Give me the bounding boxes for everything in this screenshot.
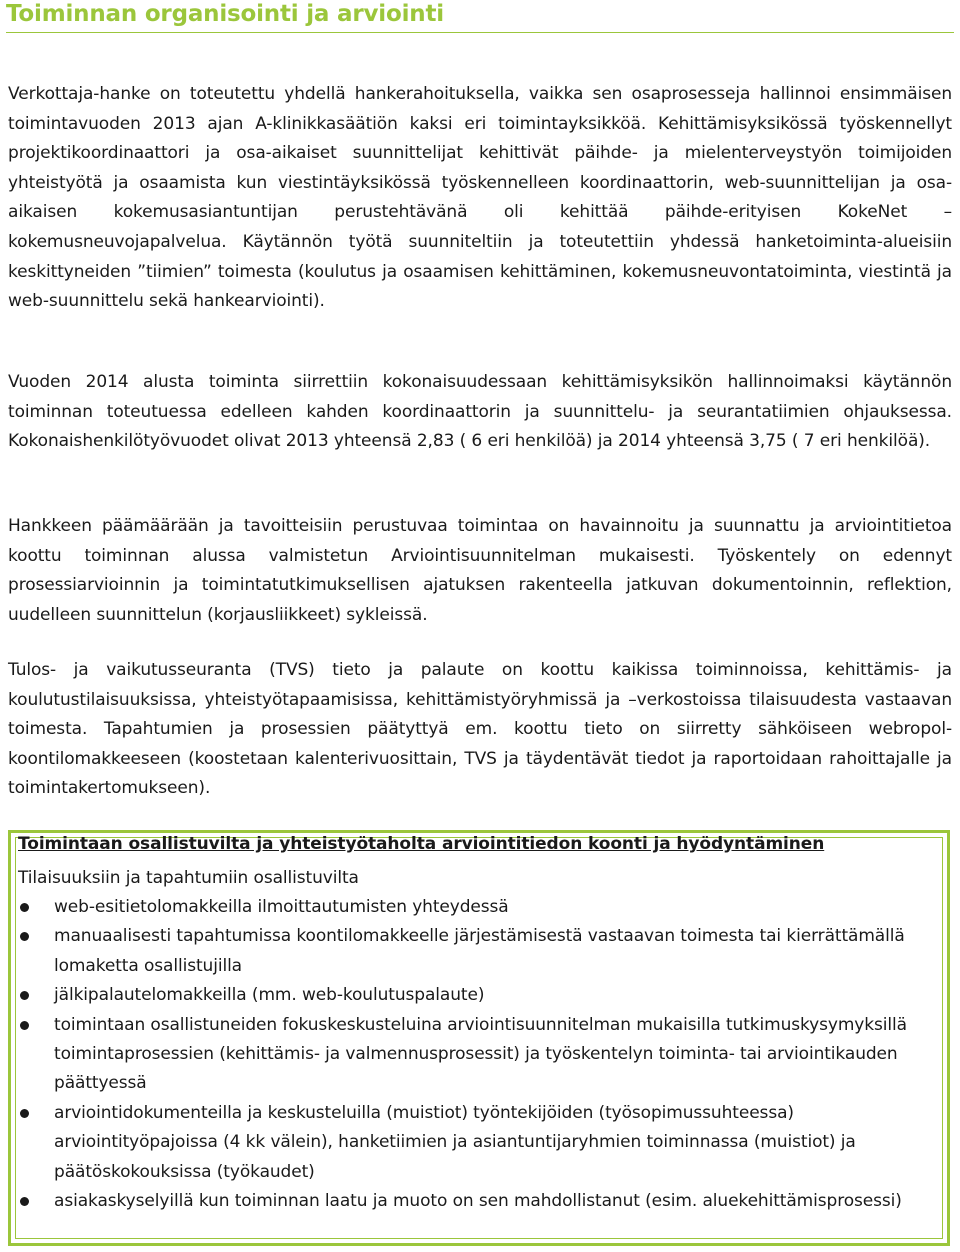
list-item xyxy=(18,981,918,1010)
bullet-icon xyxy=(20,1197,29,1206)
list-item-text: jälkipalautelomakkeilla (mm. web-koulutuspalaute) xyxy=(54,985,485,1006)
bullet-icon xyxy=(20,991,29,1000)
list-item xyxy=(18,1011,918,1099)
paragraph-staffing: Vuoden 2014 alusta toiminta siirrettiin kokonaisuudessaan kehittämisyksikön hallinnoimaksi käytännön toiminnan toteutuessa edelleen kahden koordinaattorin ja suunnittelu- ja seurantatiimien ohjauksessa. Kokonaishenkilötyövuodet olivat 2013 yhteensä 2,83 ( 6 eri henkilöä) ja 2014 yhteensä 3,75 ( 7 eri henkilöä). xyxy=(8,372,952,452)
list-item-text: arviointidokumenteilla ja keskusteluilla (muistiot) työntekijöiden (työsopimussuhteessa) arviointityöpajoissa (4 kk välein), hanketiimien ja asiantuntijaryhmien toiminnassa (muistiot) ja päätöskokouksissa (työkaudet) xyxy=(54,1102,856,1182)
collection-methods-list xyxy=(18,893,918,1216)
list-item-text: toimintaan osallistuneiden fokuskeskusteluina arviointisuunnitelman mukaisilla tutkimuskysymyksillä toimintaprosessien (kehittämis- ja valmennusprosessit) ja työskentelyn toiminta- tai arviointikauden päättyessä xyxy=(54,1014,907,1094)
paragraph-tvs-monitoring: Tulos- ja vaikutusseuranta (TVS) tieto ja palaute on koottu kaikissa toiminnoissa, kehittämis- ja koulutustilaisuuksissa, yhteistyötapaamisissa, kehittämistyöryhmissä ja –verkostoissa tilaisuudesta vastaavan toimesta. Tapahtumien ja prosessien päätyttyä em. koottu tieto on siirretty sähköiseen webropol-koontilomakkeeseen (koostetaan kalenterivuosittain, TVS ja täydentävät tiedot ja raportoidaan rahoittajalle ja toimintakertomukseen). xyxy=(8,660,952,799)
paragraph-evaluation-plan: Hankkeen päämäärään ja tavoitteisiin perustuvaa toimintaa on havainnoitu ja suunnattu ja arviointitietoa koottu toiminnan alussa valmistetun Arviointisuunnitelman mukaisesti. Työskentely on edennyt prosessiarvioinnin ja toimintatutkimuksellisen ajatuksen rakenteella jatkuvan dokumentoinnin, reflektion, uudelleen suunnittelun (korjausliikkeet) sykleissä. xyxy=(8,516,952,625)
paragraph-organisation: Verkottaja-hanke on toteutettu yhdellä hankerahoituksella, vaikka sen osaprosesseja hallinnoi ensimmäisen toimintavuoden 2013 ajan A-klinikkasäätiön kaksi eri toimintayksikköä. Kehittämisyksikössä työskennellyt projektikoordinaattori ja osa-aikaiset suunnittelijat kehittivät päihde- ja mielenterveystyön toimijoiden yhteistyötä ja osaamista kun viestintäyksikössä työskennelleen koordinaattorin, web-suunnittelijan ja osa-aikaisen kokemusasiantuntijan perustehtävänä oli kehittää päihde-erityisen KokeNet –kokemusneuvojapalvelua. Käytännön työtä suunniteltiin ja toteutettiin yhdessä hanketoiminta-alueisiin keskittyneiden ”tiimien” toimesta (koulutus ja osaamisen kehittäminen, kokemusneuvontatoiminta, viestintä ja web-suunnittelu sekä hankearviointi). xyxy=(8,84,952,312)
list-item xyxy=(18,893,918,922)
bullet-icon xyxy=(20,932,29,941)
list-item xyxy=(18,1099,918,1187)
list-item-text: asiakaskyselyillä kun toiminnan laatu ja muoto on sen mahdollistanut (esim. aluekehittämisprosessi) xyxy=(54,1191,902,1212)
list-item xyxy=(18,922,918,981)
box-subheading: Tilaisuuksiin ja tapahtumiin osallistuvilta xyxy=(18,868,359,888)
title-divider xyxy=(6,32,954,33)
list-item-text: manuaalisesti tapahtumissa koontilomakkeelle järjestämisestä vastaavan toimesta tai kierrättämällä lomaketta osallistujilla xyxy=(54,926,905,976)
page-title: Toiminnan organisointi ja arviointi xyxy=(6,1,444,27)
box-heading: Toimintaan osallistuvilta ja yhteistyötaholta arviointitiedon koonti ja hyödyntäminen xyxy=(18,834,825,854)
bullet-icon xyxy=(20,1109,29,1118)
list-item-text: web-esitietolomakkeilla ilmoittautumisten yhteydessä xyxy=(54,897,509,917)
bullet-icon xyxy=(20,1021,29,1030)
bullet-icon xyxy=(20,903,29,912)
list-item xyxy=(18,1187,918,1216)
